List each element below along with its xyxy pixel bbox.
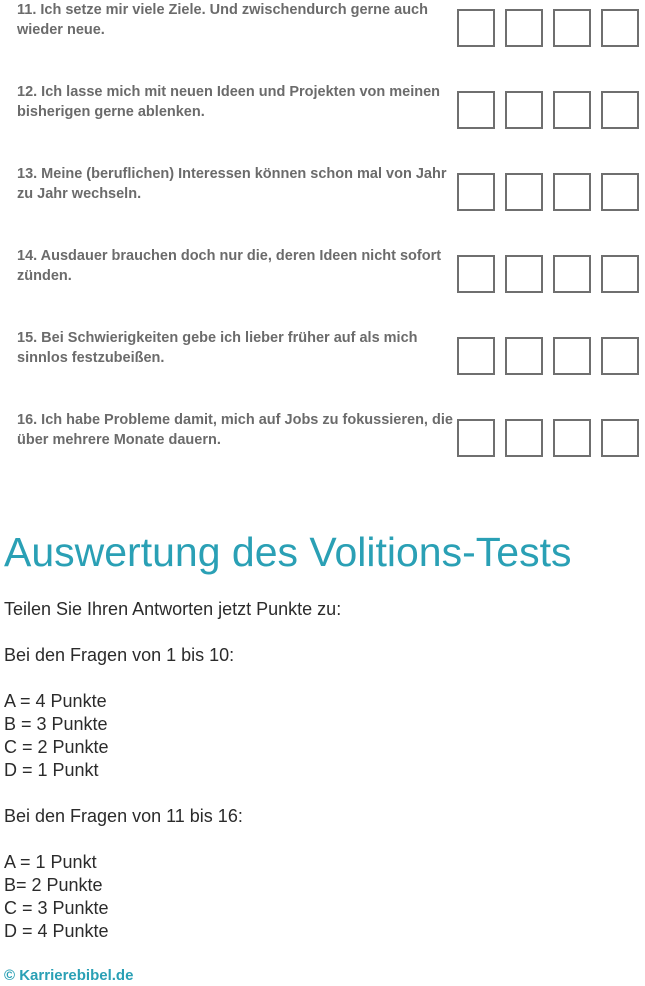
answer-checkbox-c[interactable]: [553, 419, 591, 457]
spacer: [4, 621, 624, 644]
answer-checkbox-a[interactable]: [457, 9, 495, 47]
question-text: 11. Ich setze mir viele Ziele. Und zwischendurch gerne auch wieder neue.: [17, 2, 428, 38]
answer-checkbox-d[interactable]: [601, 337, 639, 375]
question-text: 12. Ich lasse mich mit neuen Ideen und Projekten von meinen bisherigen gerne ablenken.: [17, 84, 441, 120]
answer-boxes: [457, 91, 643, 129]
answer-checkbox-d[interactable]: [601, 9, 639, 47]
copyright-footer: © Karrierebibel.de: [4, 967, 134, 984]
scoring-line: D = 1 Punkt: [4, 760, 99, 780]
answer-checkbox-b[interactable]: [505, 173, 543, 211]
answer-checkbox-d[interactable]: [601, 91, 639, 129]
question-row: [0, 82, 645, 164]
answer-boxes: [457, 419, 643, 457]
scoring-line: C = 3 Punkte: [4, 898, 109, 918]
answer-checkbox-d[interactable]: [601, 255, 639, 293]
answer-checkbox-b[interactable]: [505, 255, 543, 293]
answer-checkbox-c[interactable]: [553, 337, 591, 375]
answer-checkbox-b[interactable]: [505, 91, 543, 129]
question-row: [0, 328, 645, 410]
scoring-heading-1-10: Bei den Fragen von 1 bis 10:: [4, 645, 235, 665]
answer-checkbox-c[interactable]: [553, 173, 591, 211]
question-row: [0, 164, 645, 246]
answer-checkbox-c[interactable]: [553, 91, 591, 129]
answer-checkbox-b[interactable]: [505, 337, 543, 375]
question-row: [0, 246, 645, 328]
answer-checkbox-c[interactable]: [553, 255, 591, 293]
answer-checkbox-d[interactable]: [601, 173, 639, 211]
answer-checkbox-a[interactable]: [457, 255, 495, 293]
evaluation-body: [4, 598, 624, 943]
answer-checkbox-a[interactable]: [457, 91, 495, 129]
scoring-line: A = 4 Punkte: [4, 691, 107, 711]
answer-checkbox-b[interactable]: [505, 9, 543, 47]
question-text: 13. Meine (beruflichen) Interessen können schon mal von Jahr zu Jahr wechseln.: [17, 166, 447, 202]
answer-checkbox-a[interactable]: [457, 419, 495, 457]
scoring-line: B = 3 Punkte: [4, 714, 108, 734]
answer-checkbox-a[interactable]: [457, 337, 495, 375]
answer-checkbox-b[interactable]: [505, 419, 543, 457]
question-list: [0, 0, 645, 492]
question-text: 14. Ausdauer brauchen doch nur die, deren Ideen nicht sofort zünden.: [17, 248, 442, 284]
answer-checkbox-c[interactable]: [553, 9, 591, 47]
question-row: [0, 410, 645, 492]
scoring-line: B= 2 Punkte: [4, 875, 103, 895]
answer-boxes: [457, 337, 643, 375]
evaluation-intro: Teilen Sie Ihren Antworten jetzt Punkte zu:: [4, 599, 342, 619]
spacer: [4, 667, 624, 690]
answer-boxes: [457, 9, 643, 47]
question-text: 15. Bei Schwierigkeiten gebe ich lieber früher auf als mich sinnlos festzubeißen.: [17, 330, 418, 366]
answer-boxes: [457, 173, 643, 211]
scoring-line: C = 2 Punkte: [4, 737, 109, 757]
answer-boxes: [457, 255, 643, 293]
question-text: 16. Ich habe Probleme damit, mich auf Jobs zu fokussieren, die über mehrere Monate dauern.: [17, 412, 453, 448]
evaluation-title: Auswertung des Volitions-Tests: [4, 529, 572, 575]
scoring-line: A = 1 Punkt: [4, 852, 97, 872]
question-row: [0, 0, 645, 82]
spacer: [4, 782, 624, 805]
spacer: [4, 828, 624, 851]
scoring-heading-11-16: Bei den Fragen von 11 bis 16:: [4, 806, 243, 826]
scoring-line: D = 4 Punkte: [4, 921, 109, 941]
answer-checkbox-a[interactable]: [457, 173, 495, 211]
answer-checkbox-d[interactable]: [601, 419, 639, 457]
